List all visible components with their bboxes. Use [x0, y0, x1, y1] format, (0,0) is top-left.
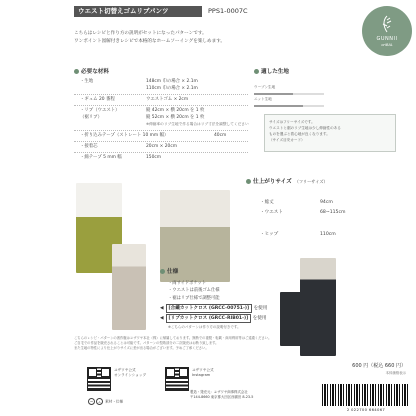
shop-qr-code[interactable]	[88, 368, 110, 390]
triangle-icon: ◀	[160, 316, 164, 321]
price: 600 円（税込 660 円）	[352, 363, 406, 369]
material-row: （裾リブ） 縦 52cm × 横 20cm を 1 枚	[80, 115, 205, 120]
spec-heading: 仕様	[160, 268, 178, 276]
divider	[74, 94, 248, 95]
triangle-icon: ◀	[160, 306, 164, 311]
intro-line: ワンポイント図解付きレシピで本格的なホームソーイングを楽しめます。	[74, 38, 226, 44]
size-row: ・ヒップ 110cm	[260, 232, 336, 237]
divider	[74, 152, 248, 153]
bullet-icon	[160, 269, 165, 274]
spec-list	[168, 280, 288, 302]
care-icons: ~ ▵ 素材・仕様	[89, 399, 124, 404]
material-row: ・ギュム 20 番程 ウエストゴム × 2cm	[80, 97, 189, 102]
product-title: ウエスト切替えゴムリブパンツ	[74, 6, 202, 17]
brand-logo	[362, 6, 412, 56]
instagram-qr-code[interactable]	[166, 368, 188, 390]
bullet-icon	[74, 69, 79, 74]
stretch-gauge: ウーブン生地	[254, 90, 324, 98]
size-heading: 仕上がりサイズ （フリーサイズ）	[246, 178, 328, 186]
material-row: ・生地 148cm 巾の場合 × 2.1m	[80, 79, 198, 84]
feather-icon	[377, 14, 397, 34]
iron-icon: ▵	[96, 398, 103, 405]
photo-beige-pants	[112, 244, 146, 330]
spec-item: ・両サイドポケット	[168, 281, 207, 286]
disclaimer: こちらのレシピ・パターンの著作権はユザワヤ本社（株）に帰属しております。無断での複製・転載・商用利用等はご遠慮ください。 ご自宅での作品を販売されることは可能です。パターンの型紙部分の二次販売はお断り致します。 また生地の特性により仕上がりサイズに差が出る場合がございます。予めご了承ください。	[74, 336, 272, 350]
material-note: ※伸縮率のリブ生地で作る場合はリブ寸法を調整してください	[146, 122, 249, 126]
fabric-note-box: サイズはフリーサイズです。 ウエストと裾のリブ生地は少し伸縮性のある ものを選ぶと着心地が良くなります。 （サイズ目安カード）	[264, 114, 396, 152]
product-code: PPS1-0007C	[208, 7, 248, 15]
maker-info: 製造・発売元：ユザワヤ商事株式会社 〒144-8660 東京都大田区西蒲田 8-23-5	[190, 390, 254, 399]
spec-item: ・裾はリブ仕様で調整可能	[168, 295, 220, 301]
fabric-heading: 適した生地	[254, 68, 289, 76]
material-row: 110cm 巾の場合 × 2.1m	[146, 86, 198, 91]
spec-fine-print: ※こちらのパターンは作り方の説明付きです。	[168, 325, 241, 329]
bullet-icon	[254, 69, 259, 74]
materials-heading: 必要な材料	[74, 68, 109, 76]
logo-sub: oriBAL	[381, 43, 393, 47]
stretch-fill	[254, 105, 303, 107]
instagram-label: ユザワヤ公式 Instagram	[192, 368, 214, 378]
wash-icon: ~	[89, 399, 94, 404]
stretch-gauge: ニット生地	[254, 102, 324, 110]
bullet-icon	[246, 179, 251, 184]
material-row: ・リブ（ウエスト） 縦 42cm × 横 20cm を 1 枚	[80, 108, 205, 113]
logo-name: GUNNII	[376, 36, 398, 42]
fabric-use-row: ◀ [リブカットクロス (GRCC-RIB01-)] を使用	[160, 316, 267, 321]
divider	[74, 130, 248, 131]
size-row: ・ウエスト 68~115cm	[260, 210, 346, 215]
shop-label: ユザワヤ公式 オンラインショップ	[114, 368, 147, 378]
barcode	[322, 384, 410, 406]
material-row: ・接着芯 20cm × 20cm	[80, 144, 178, 149]
intro-text	[74, 30, 334, 45]
spec-item: ・ウエストは前後ゴム仕様	[168, 288, 220, 294]
material-row: ・綿テープ 5 mm 幅 150cm	[80, 155, 162, 160]
material-row: ・折り込みテープ（ストレート 10 mm 幅） 40cm	[80, 133, 227, 138]
intro-line: こちらはレシピと作り方の説明がセットになったパターンです。	[74, 31, 207, 36]
size-row: ・総丈 94cm	[260, 200, 333, 205]
stretch-fill	[254, 93, 293, 95]
barcode-number: 2 022700 664067	[346, 407, 386, 412]
price-note: 本体価格表示	[385, 371, 406, 375]
divider	[74, 105, 248, 106]
divider	[74, 141, 248, 142]
fabric-use-row: ◀ [合繊カットクロス (GRCC-00751-)] を使用	[160, 306, 268, 311]
